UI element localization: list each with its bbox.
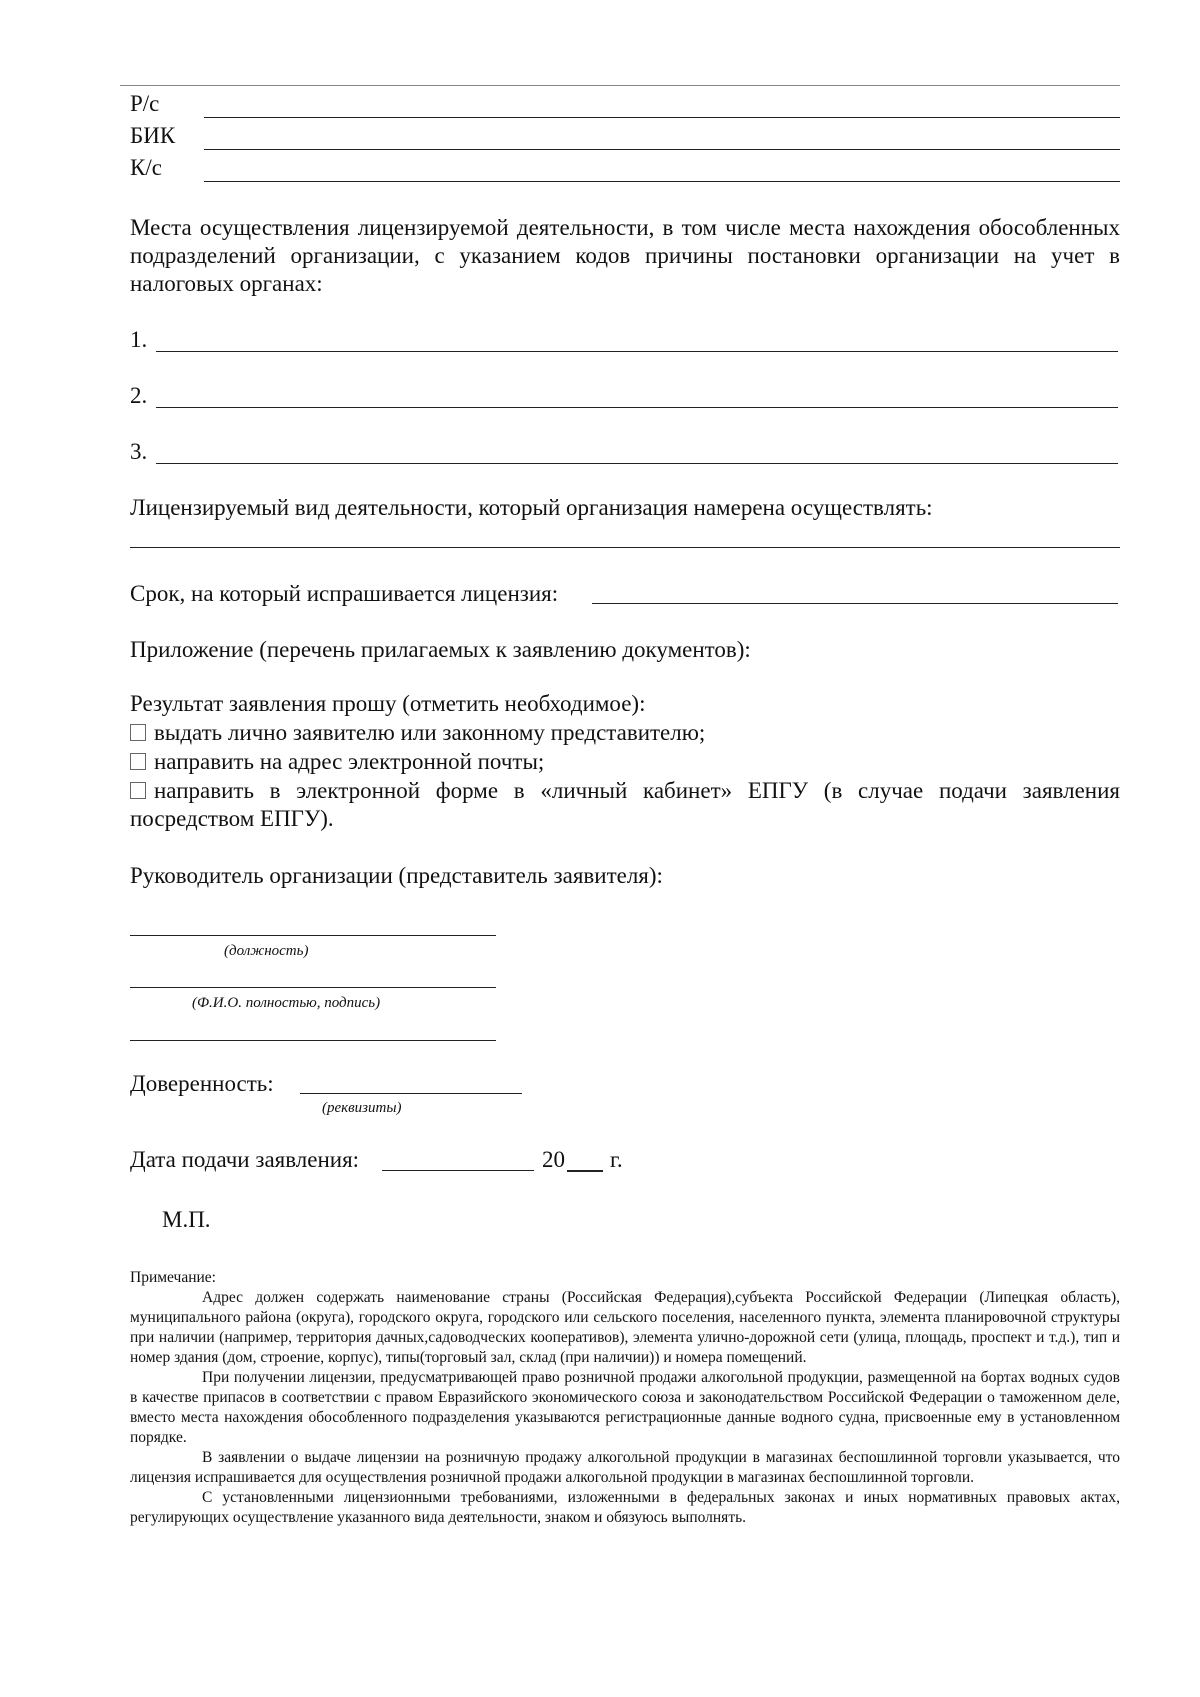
date-field[interactable]	[382, 1170, 534, 1171]
position-field[interactable]	[130, 935, 496, 936]
head-label: Руководитель организации (представитель заявителя):	[130, 863, 663, 888]
proxy-label: Доверенность:	[130, 1071, 274, 1096]
result-option-2-text: направить на адрес электронной почты;	[154, 749, 545, 774]
bik-row	[130, 120, 1120, 152]
checkbox-1[interactable]	[130, 724, 146, 741]
place-row-1	[130, 324, 1118, 354]
note-title: Примечание:	[130, 1269, 216, 1286]
places-heading: Места осуществления лицензируемой деятельности, в том числе места нахождения обособленных подразделений организации, с указанием кодов причины постановки организации на учет в налоговых органах:	[130, 215, 1120, 296]
place-field-1[interactable]	[156, 351, 1118, 352]
result-label: Результат заявления прошу (отметить необходимое):	[130, 691, 646, 716]
note-paragraph-1: Адрес должен содержать наименование страны (Российская Федерация),субъекта Российской Федерации (Липецкая область), муниципального района (округа), городского округа, городского или сельского поселения, населенного пункта, элемента планировочной структуры при наличии (например, территория дачных,садоводческих кооперативов), элемента улично-дорожной сети (улица, площадь, проспект и т.д.), тип и номер здания (дом, строение, корпус), типы(торговый зал, склад (при наличии)) и номера помещений.	[130, 1289, 1120, 1366]
activity-label: Лицензируемый вид деятельности, который организация намерена осуществлять:	[130, 495, 933, 520]
name-caption: (Ф.И.О. полностью, подпись)	[192, 995, 381, 1011]
bik-field[interactable]	[204, 149, 1120, 150]
result-option-1	[130, 719, 705, 747]
note-paragraph-4: С установленными лицензионными требованиями, изложенными в федеральных законах и иных нормативных правовых актах, регулирующих осуществление указанного вида деятельности, знаком и обязуюсь выполнять.	[130, 1489, 1120, 1526]
ks-label: К/с	[130, 155, 162, 180]
place-number-1: 1.	[130, 327, 148, 352]
rs-label: Р/с	[130, 91, 160, 116]
term-field[interactable]	[592, 603, 1118, 604]
proxy-field[interactable]	[300, 1093, 522, 1094]
attachment-label: Приложение (перечень прилагаемых к заявлению документов):	[130, 637, 751, 662]
term-label: Срок, на который испрашивается лицензия:	[130, 581, 559, 606]
extra-signature-field[interactable]	[130, 1040, 496, 1041]
result-option-3	[130, 777, 1120, 833]
date-year-suffix: г.	[610, 1147, 623, 1172]
rs-field[interactable]	[204, 117, 1120, 118]
place-row-2	[130, 380, 1118, 410]
place-number-2: 2.	[130, 383, 148, 408]
result-option-1-text: выдать лично заявителю или законному представителю;	[154, 720, 706, 745]
note-block	[130, 1268, 1120, 1528]
rs-row	[130, 88, 1120, 120]
date-year-field[interactable]	[567, 1170, 603, 1172]
note-paragraph-3: В заявлении о выдаче лицензии на розничную продажу алкогольной продукции в магазинах беспошлинной торговли указывается, что лицензия испрашивается для осуществления розничной продажи алкогольной продукции в магазинах беспошлинной торговли.	[130, 1449, 1120, 1486]
place-number-3: 3.	[130, 439, 148, 464]
activity-field[interactable]	[130, 547, 1120, 548]
ks-row	[130, 152, 1120, 184]
name-signature-field[interactable]	[130, 987, 496, 988]
place-field-3[interactable]	[156, 463, 1118, 464]
date-year-prefix: 20	[542, 1147, 565, 1172]
place-row-3	[130, 436, 1118, 466]
result-option-2	[130, 748, 544, 776]
ks-field[interactable]	[204, 181, 1120, 182]
checkbox-3[interactable]	[130, 782, 146, 799]
result-option-3-text: направить в электронной форме в «личный кабинет» ЕПГУ (в случае подачи заявления посредством ЕПГУ).	[130, 778, 1120, 831]
position-caption: (должность)	[224, 943, 309, 959]
place-field-2[interactable]	[156, 407, 1118, 408]
stamp-label: М.П.	[162, 1207, 211, 1232]
date-label: Дата подачи заявления:	[130, 1147, 360, 1172]
top-rule	[120, 85, 1120, 86]
bik-label: БИК	[130, 123, 176, 148]
checkbox-2[interactable]	[130, 753, 146, 770]
proxy-caption: (реквизиты)	[322, 1100, 402, 1116]
note-paragraph-2: При получении лицензии, предусматривающей право розничной продажи алкогольной продукции, размещенной на бортах водных судов в качестве припасов в соответствии с правом Евразийского экономического союза и законодательством Российской Федерации о таможенном деле, вместо места нахождения обособленного подразделения указываются регистрационные данные водного судна, присвоенные ему в установленном порядке.	[130, 1369, 1120, 1446]
